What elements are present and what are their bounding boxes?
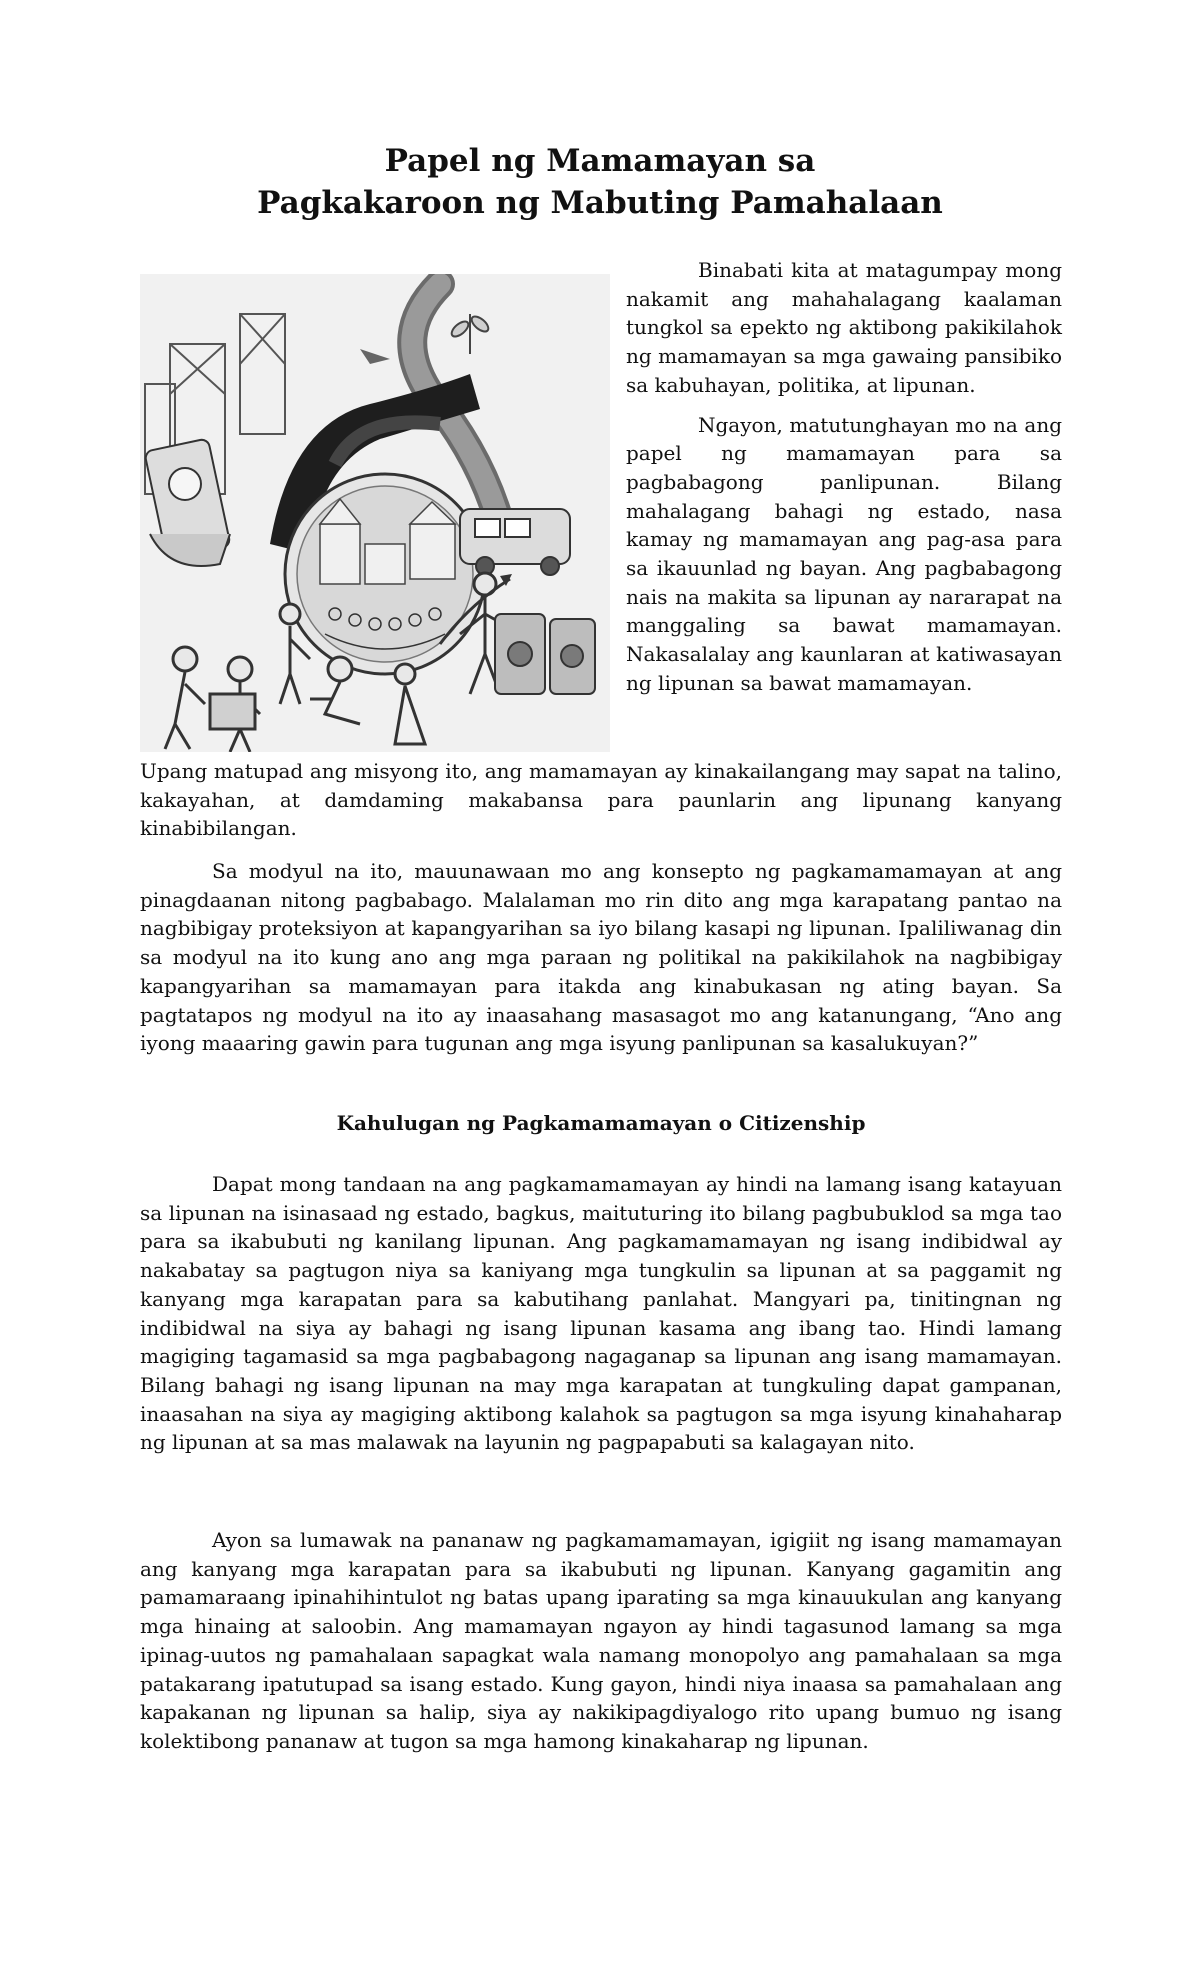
section-heading: Kahulugan ng Pagkamamamayan o Citizenship	[336, 1111, 866, 1135]
intro-paragraph-2: Ngayon, matutunghayan mo na ang papel ng mamamayan para sa pagbabagong panlipunan. Bilang mahalagang bahagi ng estado, nasa kamay ng mamamayan ang pag-asa para sa ikauunlad ng bayan. Ang pagbabagong nais na makita sa lipunan ay nararapat na manggaling sa bawat mamamayan. Nakasalalay ang kaunlaran at katiwasayan ng lipunan sa bawat mamamayan.	[626, 412, 1062, 695]
module-paragraph: Sa modyul na ito, mauunawaan mo ang konsepto ng pagkamamamayan at ang pinagdaanan nitong pagbabago. Malalaman mo rin dito ang mga karapatang pantao na nagbibigay proteksiyon at kapangyarihan sa iyo bilang kasapi ng lipunan. Ipaliliwanag din sa modyul na ito kung ano ang mga paraan ng politikal na pakikilahok na nagbibigay kapangyarihan sa mamamayan para itakda ang kinabukasan ng ating bayan. Sa pagtatapos ng modyul na ito ay inaasahang masasagot mo ang katanungang, “Ano ang iyong maaaring gawin para tugunan ang mga isyung panlipunan sa kasalukuyan?”	[140, 859, 1062, 1056]
page-title	[0, 140, 1200, 224]
intro-column	[626, 256, 1062, 709]
intro-paragraph-1: Binabati kita at matagumpay mong nakamit ang mahahalagang kaalaman tungkol sa epekto ng aktibong pakikilahok ng mamamayan sa mga gawaing pansibiko sa kabuhayan, politika, at lipunan.	[626, 258, 1062, 397]
title-line-1: Papel ng Mamamayan sa	[384, 143, 816, 179]
intro-paragraph-2-continued: Upang matupad ang misyong ito, ang mamamayan ay kinakailangang may sapat na talino, kakayahan, at damdaming makabansa para paunlarin ang lipunang kanyang kinabibilangan.	[140, 759, 1062, 841]
title-line-2: Pagkakaroon ng Mabuting Pamahalaan	[257, 185, 943, 221]
civic-society-illustration-icon	[140, 274, 610, 752]
section-paragraph-1: Dapat mong tandaan na ang pagkamamamayan ay hindi na lamang isang katayuan sa lipunan na isinasaad ng estado, bagkus, maituturing ito bilang pagbubuklod sa mga tao para sa ikabubuti ng kanilang lipunan. Ang pagkamamamayan ng isang indibidwal ay nakabatay sa pagtugon niya sa kaniyang mga tungkulin sa lipunan at sa paggamit ng kanyang mga karapatan para sa kabutihang panlahat. Mangyari pa, tinitingnan ng indibidwal na siya ay bahagi ng isang lipunan kasama ang ibang tao. Hindi lamang magiging tagamasid sa mga pagbabagong nagaganap sa lipunan ang isang mamamayan. Bilang bahagi ng isang lipunan na may mga karapatan at tungkuling dapat gampanan, inaasahan na siya ay magiging aktibong kalahok sa pagtugon sa mga isyung kinahaharap ng lipunan at sa mas malawak na layunin ng pagpapabuti sa kalagayan nito.	[140, 1172, 1062, 1455]
section-paragraph-2: Ayon sa lumawak na pananaw ng pagkamamamayan, igigiit ng isang mamamayan ang kanyang mga karapatan para sa ikabubuti ng lipunan. Kanyang gagamitin ang pamamaraang ipinahihintulot ng batas upang iparating sa mga kinauukulan ang kanyang mga hinaing at saloobin. Ang mamamayan ngayon ay hindi tagasunod lamang sa mga ipinag-uutos ng pamahalaan sapagkat wala namang monopolyo ang pamahalaan sa mga patakarang ipatutupad sa isang estado. Kung gayon, hindi niya inaasa sa pamahalaan ang kapakanan ng lipunan sa halip, siya ay nakikipagdiyalogo rito upang bumuo ng isang kolektibong pananaw at tugon sa mga hamong kinakaharap ng lipunan.	[140, 1528, 1062, 1753]
